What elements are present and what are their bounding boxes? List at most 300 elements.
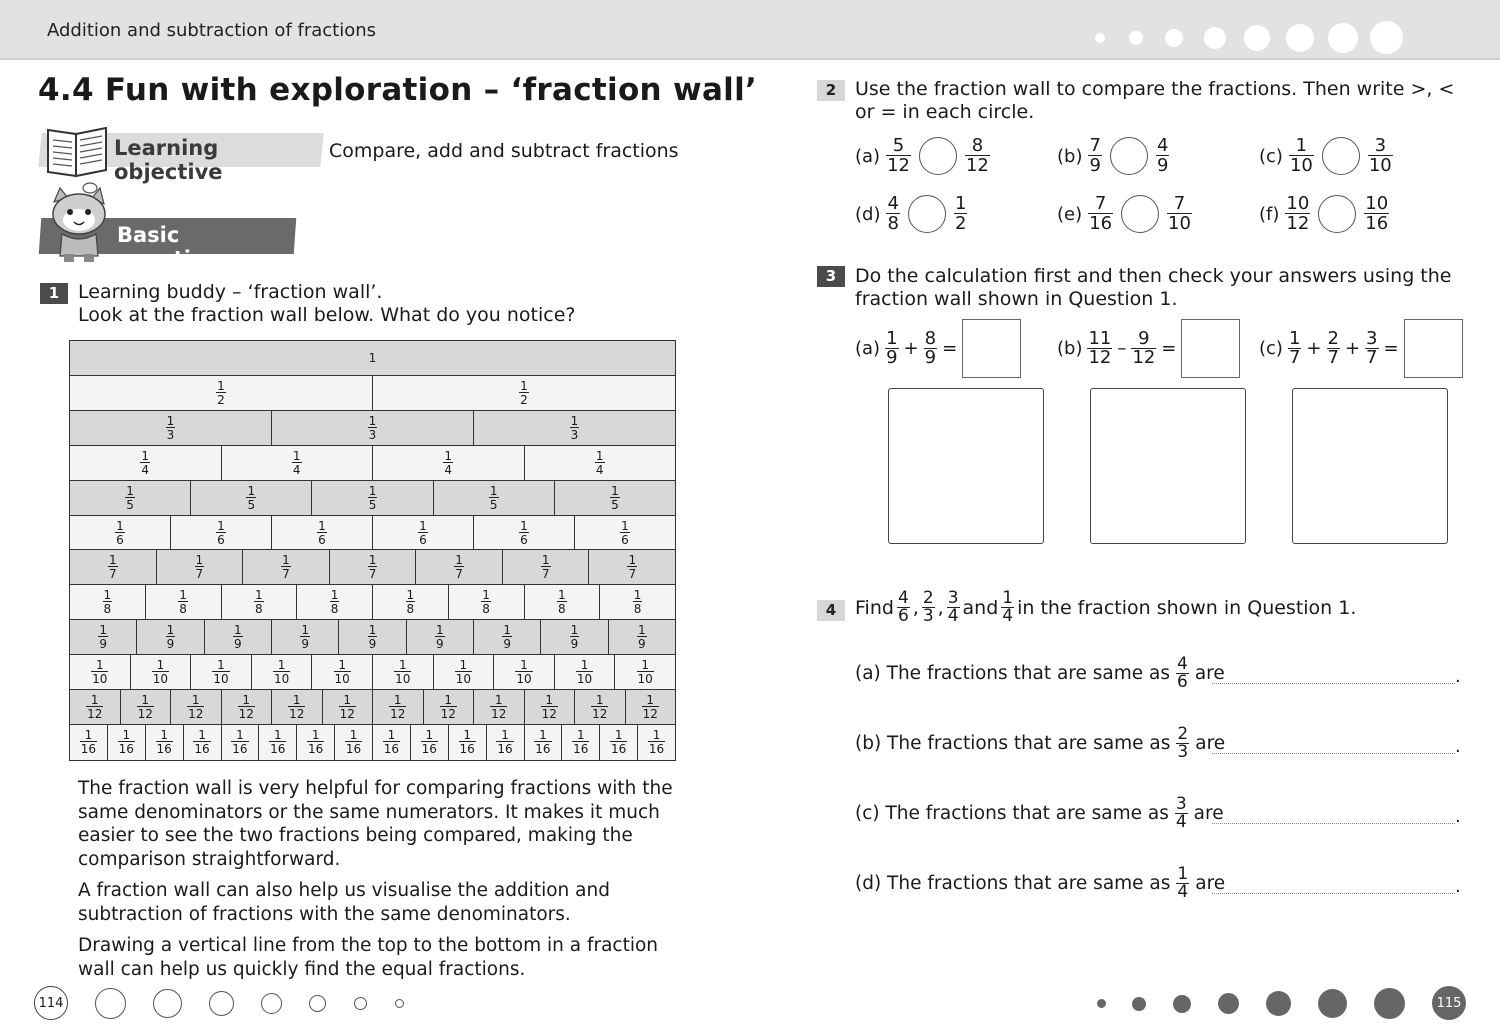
footer-dot — [1374, 988, 1405, 1019]
wall-cell — [191, 481, 312, 515]
paragraph-3: Drawing a vertical line from the top to the bottom in a fraction wall can help us quickly find the equal fractions. — [78, 935, 659, 980]
calc-b-label: (b) — [1057, 338, 1083, 359]
unit-fraction: 1 3 — [166, 413, 175, 442]
unit-fraction: 1 10 — [395, 658, 411, 687]
wall-cell — [184, 725, 222, 760]
compare-fraction: 4 9 — [1156, 135, 1169, 176]
wall-row-16 — [70, 725, 675, 760]
question-1-text — [78, 281, 575, 327]
question-1-number: 1 — [40, 283, 68, 304]
page-title: 4.4 Fun with exploration – ‘fraction wall’ — [38, 72, 758, 108]
wall-row-5 — [70, 481, 675, 516]
footer-circle — [354, 997, 367, 1010]
footer-dot — [1266, 991, 1291, 1016]
unit-fraction: 1 7 — [368, 553, 377, 582]
equivalent-item — [855, 656, 1225, 691]
unit-fraction: 1 10 — [334, 658, 350, 687]
wall-cell — [70, 376, 373, 410]
unit-fraction: 1 16 — [611, 728, 627, 757]
unit-fraction: 1 8 — [558, 588, 566, 617]
compare-item — [1259, 195, 1389, 233]
compare-fraction: 10 12 — [1286, 193, 1310, 234]
paragraph-2: A fraction wall can also help us visualise the addition and subtraction of fractions with the same denominators. — [78, 880, 610, 925]
unit-fraction: 1 16 — [383, 728, 400, 757]
paragraph-1: The fraction wall is very helpful for comparing fractions with the same denominators or the same numerators. It makes it much easier to see the two fractions being compared, making the comparison straightforward. — [78, 778, 673, 870]
wall-row-6 — [70, 516, 675, 551]
q4-frac-4: 1 4 — [1002, 588, 1014, 626]
wall-cell — [424, 690, 475, 724]
unit-fraction: 1 12 — [541, 692, 557, 721]
unit-fraction: 1 8 — [482, 588, 490, 617]
compare-circle[interactable] — [908, 195, 946, 233]
wall-cell — [312, 655, 373, 689]
unit-fraction: 1 10 — [637, 658, 653, 687]
q4-frac-1: 4 6 — [897, 588, 909, 626]
footer-dot — [1318, 989, 1347, 1018]
page-header — [0, 0, 1500, 60]
compare-fraction: 7 9 — [1089, 135, 1101, 176]
wall-cell — [373, 725, 411, 760]
wall-cell — [272, 690, 323, 724]
wall-cell — [373, 585, 449, 619]
answer-box-b[interactable] — [1181, 319, 1240, 378]
left-page-number: 114 — [34, 986, 68, 1020]
q4-sep-2: , — [937, 596, 944, 619]
calc-b-frac-1: 11 12 — [1088, 328, 1112, 368]
unit-fraction: 1 12 — [188, 692, 204, 721]
calc-c-frac-3: $\frac{3}{7}$ — [1366, 328, 1378, 368]
footer-circle — [309, 995, 326, 1012]
answer-period: . — [1455, 736, 1461, 757]
unit-fraction: 1 10 — [455, 658, 471, 687]
working-box-c[interactable] — [1292, 388, 1448, 544]
calc-c-op-1: + — [1306, 338, 1322, 359]
compare-fraction: 1 2 — [954, 193, 967, 234]
wall-cell — [312, 481, 433, 515]
wall-cell — [222, 446, 374, 480]
wall-whole: 1 — [70, 341, 675, 375]
calc-c-op-2: + — [1344, 338, 1361, 359]
compare-fraction: 3 10 — [1368, 135, 1392, 176]
wall-cell — [541, 620, 608, 654]
wall-cell — [70, 655, 131, 689]
compare-circle[interactable] — [1322, 137, 1360, 175]
equivalent-fraction: 3 4 — [1175, 794, 1187, 832]
wall-row-3 — [70, 411, 675, 446]
wall-cell — [70, 481, 191, 515]
footer-circle — [95, 988, 126, 1019]
unit-fraction: 1 2 — [217, 378, 225, 407]
unit-fraction: 1 16 — [345, 728, 362, 757]
wall-cell — [503, 550, 590, 584]
wall-row-2 — [70, 376, 675, 411]
unit-fraction: 1 16 — [194, 728, 210, 757]
calc-b — [1057, 319, 1240, 378]
wall-cell — [562, 725, 600, 760]
wall-cell — [339, 620, 406, 654]
wall-cell — [272, 620, 339, 654]
compare-item — [1057, 195, 1192, 233]
unit-fraction: 1 10 — [152, 658, 169, 687]
footer-dot — [1097, 999, 1106, 1008]
q4-find: Find — [855, 596, 894, 619]
equivalent-text: (d) The fractions that are same as — [855, 873, 1171, 894]
wall-cell — [243, 550, 330, 584]
calc-c-frac-1: 1 7 — [1288, 328, 1301, 368]
unit-fraction: 1 16 — [535, 728, 551, 757]
learning-objective-text: Compare, add and subtract fractions — [329, 140, 679, 162]
unit-fraction: 1 6 — [621, 518, 629, 547]
unit-fraction: 1 8 — [406, 588, 415, 617]
compare-fraction: 4 8 — [887, 193, 899, 234]
equivalent-text: (b) The fractions that are same as — [855, 733, 1171, 754]
wall-cell — [70, 725, 108, 760]
answer-line[interactable] — [1212, 823, 1455, 824]
unit-fraction: 1 16 — [573, 728, 589, 757]
compare-item — [1057, 137, 1169, 175]
wall-cell — [222, 690, 273, 724]
question-2-text: Use the fraction wall to compare the fractions. Then write >, < or = in each circle. — [855, 78, 1455, 123]
cat-mascot-icon — [42, 180, 114, 266]
q4-sep-1: , — [912, 596, 919, 619]
unit-fraction: 1 10 — [273, 658, 290, 687]
unit-fraction: 1 12 — [289, 692, 305, 721]
unit-fraction: 1 16 — [80, 728, 97, 757]
wall-cell — [137, 620, 204, 654]
wall-cell — [252, 655, 313, 689]
working-box-a[interactable] — [888, 388, 1044, 544]
wall-cell — [474, 690, 525, 724]
wall-cell — [297, 725, 335, 760]
question-2-number: 2 — [817, 80, 845, 101]
compare-circle[interactable] — [919, 137, 957, 175]
unit-fraction: 1 5 — [126, 483, 134, 512]
unit-fraction: 1 12 — [390, 692, 406, 721]
unit-fraction: 1 12 — [339, 692, 355, 721]
wall-cell — [474, 411, 675, 445]
book-icon — [42, 124, 112, 180]
wall-cell — [626, 690, 676, 724]
calc-a-label: (a) — [855, 338, 881, 359]
compare-label: (c) — [1259, 145, 1283, 167]
unit-fraction: 1 16 — [421, 728, 437, 757]
unit-fraction: 1 16 — [497, 728, 513, 757]
equivalent-fraction: 2 3 — [1177, 724, 1189, 762]
compare-item — [855, 137, 990, 175]
calc-c-label: (c) — [1259, 338, 1283, 359]
right-page-number: 115 — [1432, 986, 1466, 1020]
wall-cell — [335, 725, 373, 760]
calc-a-frac-1: 1 9 — [886, 328, 898, 368]
calc-c-equals: = — [1383, 338, 1399, 359]
wall-row-8 — [70, 585, 675, 620]
footer-dot — [1173, 995, 1191, 1013]
unit-fraction: 1 10 — [213, 658, 229, 687]
calc-a-frac-2: $\frac{8}{9}$ — [924, 328, 937, 368]
unit-fraction: 1 9 — [570, 623, 579, 652]
wall-cell — [434, 481, 555, 515]
unit-fraction: 1 7 — [628, 553, 637, 582]
question-4-text — [855, 590, 1356, 625]
wall-cell — [70, 585, 146, 619]
calc-a-op: + — [903, 338, 919, 359]
unit-fraction: 1 5 — [611, 483, 619, 512]
unit-fraction: 1 12 — [440, 692, 456, 721]
unit-fraction: 1 6 — [419, 518, 427, 547]
unit-fraction: 1 6 — [318, 518, 326, 547]
wall-cell — [600, 725, 638, 760]
question-4-number: 4 — [817, 600, 845, 621]
wall-cell — [609, 620, 675, 654]
wall-cell — [575, 690, 626, 724]
wall-cell — [323, 690, 374, 724]
wall-cell — [131, 655, 192, 689]
calc-a-equals: = — [942, 338, 958, 359]
equivalent-fraction: 4 6 — [1177, 654, 1188, 692]
unit-fraction: 1 16 — [270, 728, 286, 757]
header-dots — [1095, 21, 1403, 54]
unit-fraction: 1 9 — [166, 623, 175, 652]
footer-circle — [261, 993, 282, 1014]
wall-cell — [434, 655, 495, 689]
wall-cell — [474, 516, 575, 550]
chapter-title: Addition and subtraction of fractions — [47, 20, 377, 41]
equivalent-are: are — [1195, 873, 1226, 894]
unit-fraction: 1 16 — [648, 728, 665, 757]
footer-dot — [1218, 993, 1239, 1014]
wall-cell — [373, 690, 424, 724]
fraction-wall — [69, 340, 676, 761]
unit-fraction: 1 9 — [637, 623, 646, 652]
wall-cell — [70, 690, 121, 724]
q4-rest: in the fraction shown in Question 1. — [1017, 596, 1357, 619]
unit-fraction: 1 9 — [503, 623, 511, 652]
wall-cell — [205, 620, 272, 654]
unit-fraction: 1 8 — [633, 588, 642, 617]
compare-fraction: 5 12 — [887, 135, 910, 176]
wall-cell — [449, 725, 487, 760]
unit-fraction: 1 9 — [99, 623, 107, 652]
wall-cell — [449, 585, 525, 619]
wall-row-4 — [70, 446, 675, 481]
compare-fraction: 7 16 — [1089, 193, 1113, 234]
compare-item — [855, 195, 967, 233]
q4-frac-2: 2 3 — [922, 588, 934, 626]
wall-row-12 — [70, 690, 675, 725]
wall-cell — [555, 481, 675, 515]
wall-cell — [373, 655, 434, 689]
wall-cell — [494, 655, 555, 689]
calc-c-frac-2: $\frac{2}{7}$ — [1327, 328, 1339, 368]
wall-cell — [297, 585, 373, 619]
unit-fraction: 1 10 — [576, 658, 593, 687]
wall-cell — [600, 585, 675, 619]
unit-fraction: 1 10 — [516, 658, 532, 687]
wall-row-10 — [70, 655, 675, 690]
answer-period: . — [1455, 876, 1461, 897]
basic-questions-label: Basic questions — [117, 223, 233, 271]
answer-line[interactable] — [1212, 683, 1455, 684]
wall-cell — [589, 550, 675, 584]
wall-cell — [373, 446, 525, 480]
unit-fraction: 1 7 — [541, 553, 550, 582]
equivalent-text: (a) The fractions that are same as — [855, 663, 1171, 684]
compare-circle[interactable] — [1318, 195, 1356, 233]
wall-cell — [146, 725, 184, 760]
unit-fraction: 1 12 — [137, 692, 153, 721]
compare-label: (e) — [1057, 203, 1083, 225]
unit-fraction: 1 12 — [238, 692, 254, 721]
q4-and: and — [962, 596, 999, 619]
footer-circle — [395, 999, 404, 1008]
unit-fraction: 1 8 — [330, 588, 339, 617]
wall-cell — [70, 550, 157, 584]
compare-label: (f) — [1259, 203, 1280, 225]
answer-box-c[interactable] — [1404, 319, 1463, 378]
unit-fraction: 1 16 — [156, 728, 172, 757]
footer-circle — [153, 989, 182, 1018]
equivalent-are: are — [1195, 733, 1226, 754]
unit-fraction: 1 6 — [217, 518, 225, 547]
equivalent-fraction: 1 4 — [1177, 864, 1189, 902]
compare-item — [1259, 137, 1393, 175]
wall-cell — [575, 516, 675, 550]
wall-cell — [525, 690, 576, 724]
wall-cell — [487, 725, 525, 760]
wall-cell — [108, 725, 146, 760]
wall-cell — [191, 655, 252, 689]
compare-label: (d) — [855, 203, 881, 225]
wall-cell — [330, 550, 417, 584]
unit-fraction: 1 7 — [108, 553, 117, 582]
question-3-number: 3 — [817, 266, 845, 287]
wall-cell — [525, 725, 563, 760]
footer-dot — [1132, 997, 1146, 1011]
compare-circle[interactable] — [1110, 137, 1148, 175]
wall-cell — [411, 725, 449, 760]
wall-cell — [272, 516, 373, 550]
wall-cell — [373, 376, 675, 410]
unit-fraction: 1 16 — [118, 728, 134, 757]
unit-fraction: 1 5 — [247, 483, 256, 512]
unit-fraction: 1 12 — [87, 692, 103, 721]
wall-cell — [171, 690, 222, 724]
unit-fraction: 1 8 — [179, 588, 187, 617]
wall-cell — [407, 620, 474, 654]
answer-period: . — [1455, 666, 1461, 687]
wall-cell — [474, 620, 541, 654]
unit-fraction: 1 12 — [491, 692, 507, 721]
wall-cell — [146, 585, 222, 619]
equivalent-item — [855, 726, 1225, 761]
wall-cell — [416, 550, 503, 584]
compare-fraction: 8 12 — [965, 135, 989, 176]
wall-cell — [373, 516, 474, 550]
wall-cell — [222, 585, 298, 619]
answer-line[interactable] — [1212, 753, 1455, 754]
unit-fraction: 1 7 — [282, 553, 290, 582]
learning-objective-banner — [40, 124, 330, 184]
unit-fraction: 1 7 — [455, 553, 463, 582]
unit-fraction: 1 9 — [301, 623, 309, 652]
footer-circle — [209, 991, 234, 1016]
equivalent-item — [855, 796, 1224, 831]
question-1-line2: Look at the fraction wall below. What do you notice? — [78, 304, 576, 326]
compare-fraction: 7 10 — [1168, 193, 1191, 234]
compare-fraction: 10 16 — [1365, 193, 1389, 234]
wall-cell — [222, 725, 260, 760]
unit-fraction: 1 10 — [92, 658, 108, 687]
calc-b-frac-2: $\frac{9}{12}$ — [1132, 328, 1156, 368]
wall-cell — [525, 446, 676, 480]
basic-questions-banner — [40, 180, 300, 271]
wall-cell — [121, 690, 172, 724]
wall-cell — [70, 516, 171, 550]
unit-fraction: 1 16 — [459, 728, 475, 757]
wall-cell — [157, 550, 244, 584]
wall-cell — [70, 446, 222, 480]
question-3-text: Do the calculation first and then check your answers using the fraction wall shown in Question 1. — [855, 265, 1452, 310]
equivalent-text: (c) The fractions that are same as — [855, 803, 1169, 824]
compare-fraction: 1 10 — [1289, 135, 1313, 176]
unit-fraction: 1 4 — [595, 448, 604, 477]
calc-c — [1259, 319, 1463, 378]
unit-fraction: 1 4 — [141, 448, 150, 477]
unit-fraction: 1 12 — [642, 692, 658, 721]
unit-fraction: 1 12 — [592, 692, 608, 721]
wall-cell — [555, 655, 616, 689]
unit-fraction: 1 3 — [570, 413, 579, 442]
calc-a — [855, 319, 1021, 378]
learning-objective-label: Learning objective — [114, 136, 223, 184]
unit-fraction: 1 4 — [292, 448, 301, 477]
wall-row-9 — [70, 620, 675, 655]
unit-fraction: 1 8 — [255, 588, 263, 617]
working-box-b[interactable] — [1090, 388, 1246, 544]
wall-cell — [615, 655, 675, 689]
unit-fraction: 1 7 — [195, 553, 204, 582]
wall-row-7 — [70, 550, 675, 585]
answer-box-a[interactable] — [962, 319, 1021, 378]
unit-fraction: 1 9 — [234, 623, 242, 652]
unit-fraction: 1 16 — [232, 728, 248, 757]
unit-fraction: 1 9 — [435, 623, 444, 652]
answer-period: . — [1455, 806, 1461, 827]
wall-cell — [171, 516, 272, 550]
wall-cell — [70, 620, 137, 654]
wall-cell — [525, 585, 601, 619]
compare-label: (a) — [855, 145, 881, 167]
equivalent-are: are — [1193, 803, 1224, 824]
unit-fraction: 1 16 — [308, 728, 324, 757]
calc-b-op: – — [1117, 338, 1127, 359]
unit-fraction: 1 9 — [368, 623, 377, 652]
unit-fraction: 1 3 — [368, 413, 377, 442]
unit-fraction: 1 6 — [520, 518, 528, 547]
equivalent-item — [855, 866, 1225, 901]
unit-fraction: 1 6 — [116, 518, 124, 547]
compare-circle[interactable] — [1121, 195, 1159, 233]
question-1-line1: Learning buddy – ‘fraction wall’. — [78, 281, 383, 303]
unit-fraction: 1 5 — [368, 483, 377, 512]
equivalent-are: are — [1194, 663, 1225, 684]
answer-line[interactable] — [1212, 893, 1455, 894]
wall-cell — [272, 411, 474, 445]
wall-cell — [638, 725, 675, 760]
unit-fraction: 1 5 — [489, 483, 498, 512]
q4-frac-3: 3 4 — [947, 588, 959, 626]
unit-fraction: 1 2 — [520, 378, 528, 407]
